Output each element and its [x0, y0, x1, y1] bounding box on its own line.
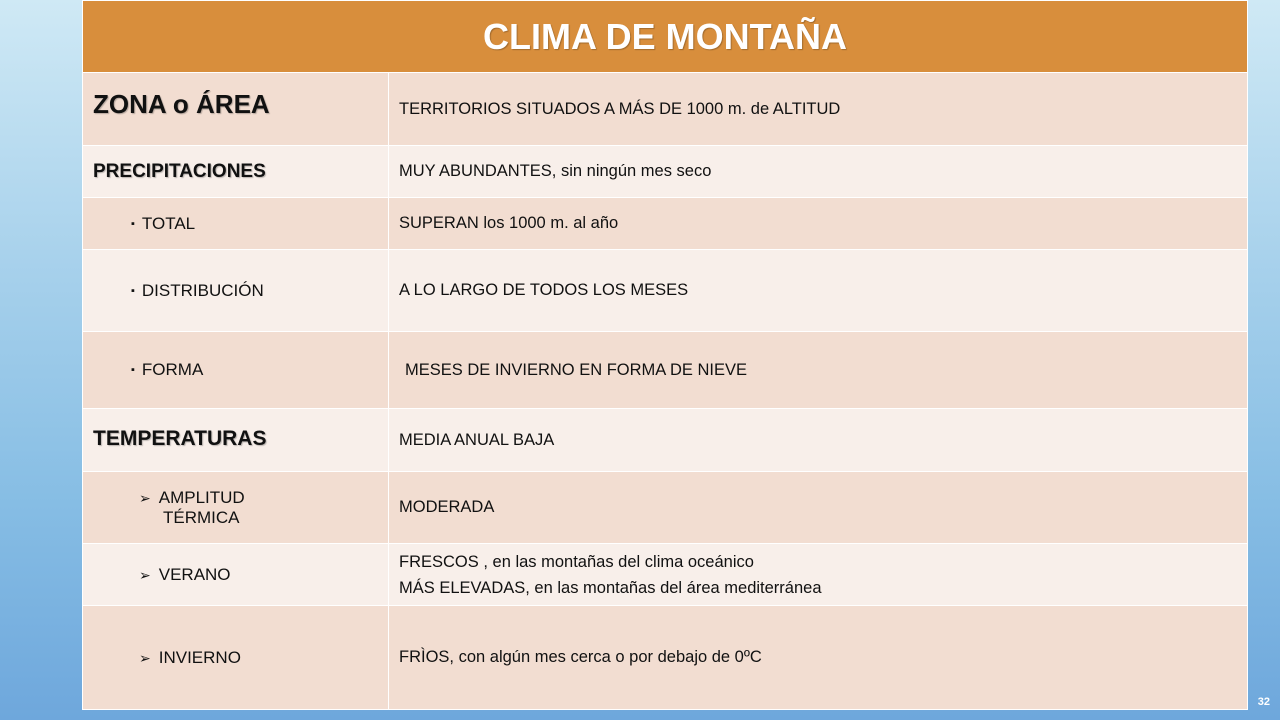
table-row	[83, 73, 1248, 146]
row-label-precipitaciones	[83, 146, 389, 198]
row-label-distribucion	[83, 250, 389, 332]
heading-temperaturas: TEMPERATURAS	[93, 427, 267, 450]
value-verano-line1: FRESCOS , en las montañas del clima oceánico	[399, 552, 754, 571]
square-bullet-icon: ▪	[131, 364, 135, 376]
row-value-verano	[389, 544, 1248, 606]
heading-zona: ZONA o ÁREA	[93, 89, 270, 119]
row-value-precipitaciones: MUY ABUNDANTES, sin ningún mes seco	[389, 146, 1248, 198]
arrow-bullet-icon: ➢	[139, 566, 151, 583]
square-bullet-icon: ▪	[131, 284, 135, 297]
table-row	[83, 146, 1248, 198]
label-total: TOTAL	[141, 213, 196, 233]
row-label-amplitud	[83, 472, 389, 544]
table-title: CLIMA DE MONTAÑA	[83, 1, 1248, 73]
row-value-amplitud: MODERADA	[389, 472, 1248, 544]
row-value-total: SUPERAN los 1000 m. al año	[389, 198, 1248, 250]
label-invierno: INVIERNO	[158, 647, 241, 667]
value-verano-line2: MÁS ELEVADAS, en las montañas del área mediterránea	[399, 578, 822, 597]
climate-table	[82, 0, 1248, 710]
table-row	[83, 472, 1248, 544]
row-label-invierno	[83, 606, 389, 710]
arrow-bullet-icon: ➢	[139, 649, 151, 666]
table-row	[83, 332, 1248, 409]
arrow-bullet-icon: ➢	[139, 489, 151, 506]
table-row	[83, 250, 1248, 332]
label-forma: FORMA	[141, 360, 204, 379]
heading-precipitaciones: PRECIPITACIONES	[93, 160, 266, 182]
row-value-temperaturas: MEDIA ANUAL BAJA	[389, 409, 1248, 472]
row-label-zona	[83, 73, 389, 146]
label-amplitud-line1: AMPLITUD	[158, 487, 245, 507]
table-row	[83, 606, 1248, 710]
table-row	[83, 544, 1248, 606]
row-label-total	[83, 198, 389, 250]
row-value-distribucion: A LO LARGO DE TODOS LOS MESES	[389, 250, 1248, 332]
row-value-forma: MESES DE INVIERNO EN FORMA DE NIEVE	[389, 332, 1248, 409]
row-label-verano	[83, 544, 389, 606]
table-row	[83, 409, 1248, 472]
label-verano: VERANO	[158, 564, 231, 584]
row-label-temperaturas	[83, 409, 389, 472]
row-label-forma	[83, 332, 389, 409]
square-bullet-icon: ▪	[131, 217, 135, 230]
label-amplitud-line2: TÉRMICA	[163, 507, 240, 527]
page-number: 32	[1257, 696, 1270, 708]
label-distribucion: DISTRIBUCIÓN	[141, 280, 264, 300]
row-value-invierno: FRÌOS, con algún mes cerca o por debajo de 0ºC	[389, 606, 1248, 710]
row-value-zona: TERRITORIOS SITUADOS A MÁS DE 1000 m. de ALTITUD	[389, 73, 1248, 146]
table-row	[83, 198, 1248, 250]
